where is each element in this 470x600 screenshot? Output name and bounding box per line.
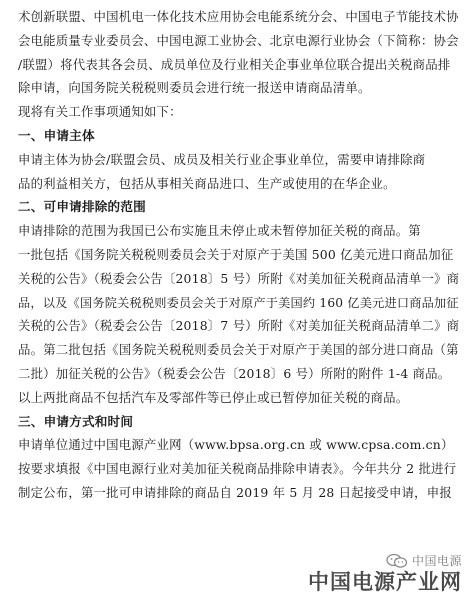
text-line: 二批）加征关税的公告》（税委会公告〔2018〕6 号）所附的附件 1-4 商品。	[18, 366, 451, 381]
text-line: 申请单位通过中国电源产业网（www.bpsa.org.cn 或 www.cpsa.com.cn）	[18, 437, 454, 453]
text-line: 关税的公告》（税委会公告〔2018〕5 号）所附《对美加征关税商品清单一》商	[18, 270, 460, 286]
text-line: 申请主体为协会/联盟会员、成员及相关行业企事业单位，需要申请排除商	[18, 151, 426, 167]
wechat-logo-icon	[386, 553, 408, 569]
watermark	[308, 552, 462, 594]
text-line: /联盟）将代表其各会员、成员单位及行业相关企事业单位联合提出关税商品排	[18, 56, 451, 72]
text-line: 术创新联盟、中国机电一体化技术应用协会电能系统分会、中国电子节能技术协	[18, 9, 459, 24]
section-heading: 一、申请主体	[18, 128, 95, 143]
text-line: 品的利益相关方，包括从事相关商品进口、生产或使用的在华企业。	[18, 175, 396, 191]
text-line: 品，以及《国务院关税税则委员会关于对原产于美国约 160 亿美元进口商品加征	[18, 295, 459, 310]
watermark-top	[386, 552, 462, 569]
text-line: 现将有关工作事项通知如下：	[18, 104, 182, 120]
section-heading: 三、申请方式和时间	[18, 413, 134, 429]
watermark-big-text: 中国电源产业网	[308, 570, 462, 594]
text-line: 一批包括《国务院关税税则委员会关于对原产于美国 500 亿美元进口商品加征	[18, 247, 454, 262]
text-line: 按要求填报《中国电源行业对美加征关税商品排除申请表》。今年共分 2 批进行	[18, 461, 457, 477]
text-line: 申请排除的范围为我国已公布实施且未停止或未暂停加征关税的商品。第	[18, 223, 421, 239]
text-line: 制定公布，第一批可申请排除的商品自 2019 年 5 月 28 日起接受申请，申报	[18, 485, 452, 500]
text-line: 会电能质量专业委员会、中国电源工业协会、北京电源行业协会（下简称：协会	[18, 32, 459, 48]
text-line: 关税的公告》（税委会公告〔2018〕7 号）所附《对美加征关税商品清单二》商	[18, 318, 460, 334]
watermark-small-text: 中国电源	[411, 554, 462, 568]
text-line: 以上两批商品不包括汽车及零部件等已停止或已暂停加征关税的商品。	[18, 389, 409, 405]
text-line: 品。第二批包括《国务院关税税则委员会关于对原产于美国的部分进口商品（第	[18, 342, 459, 358]
text-line: 除申请，向国务院关税税则委员会进行统一报送申请商品清单。	[18, 80, 371, 96]
section-heading: 二、可申请排除的范围	[18, 199, 146, 215]
